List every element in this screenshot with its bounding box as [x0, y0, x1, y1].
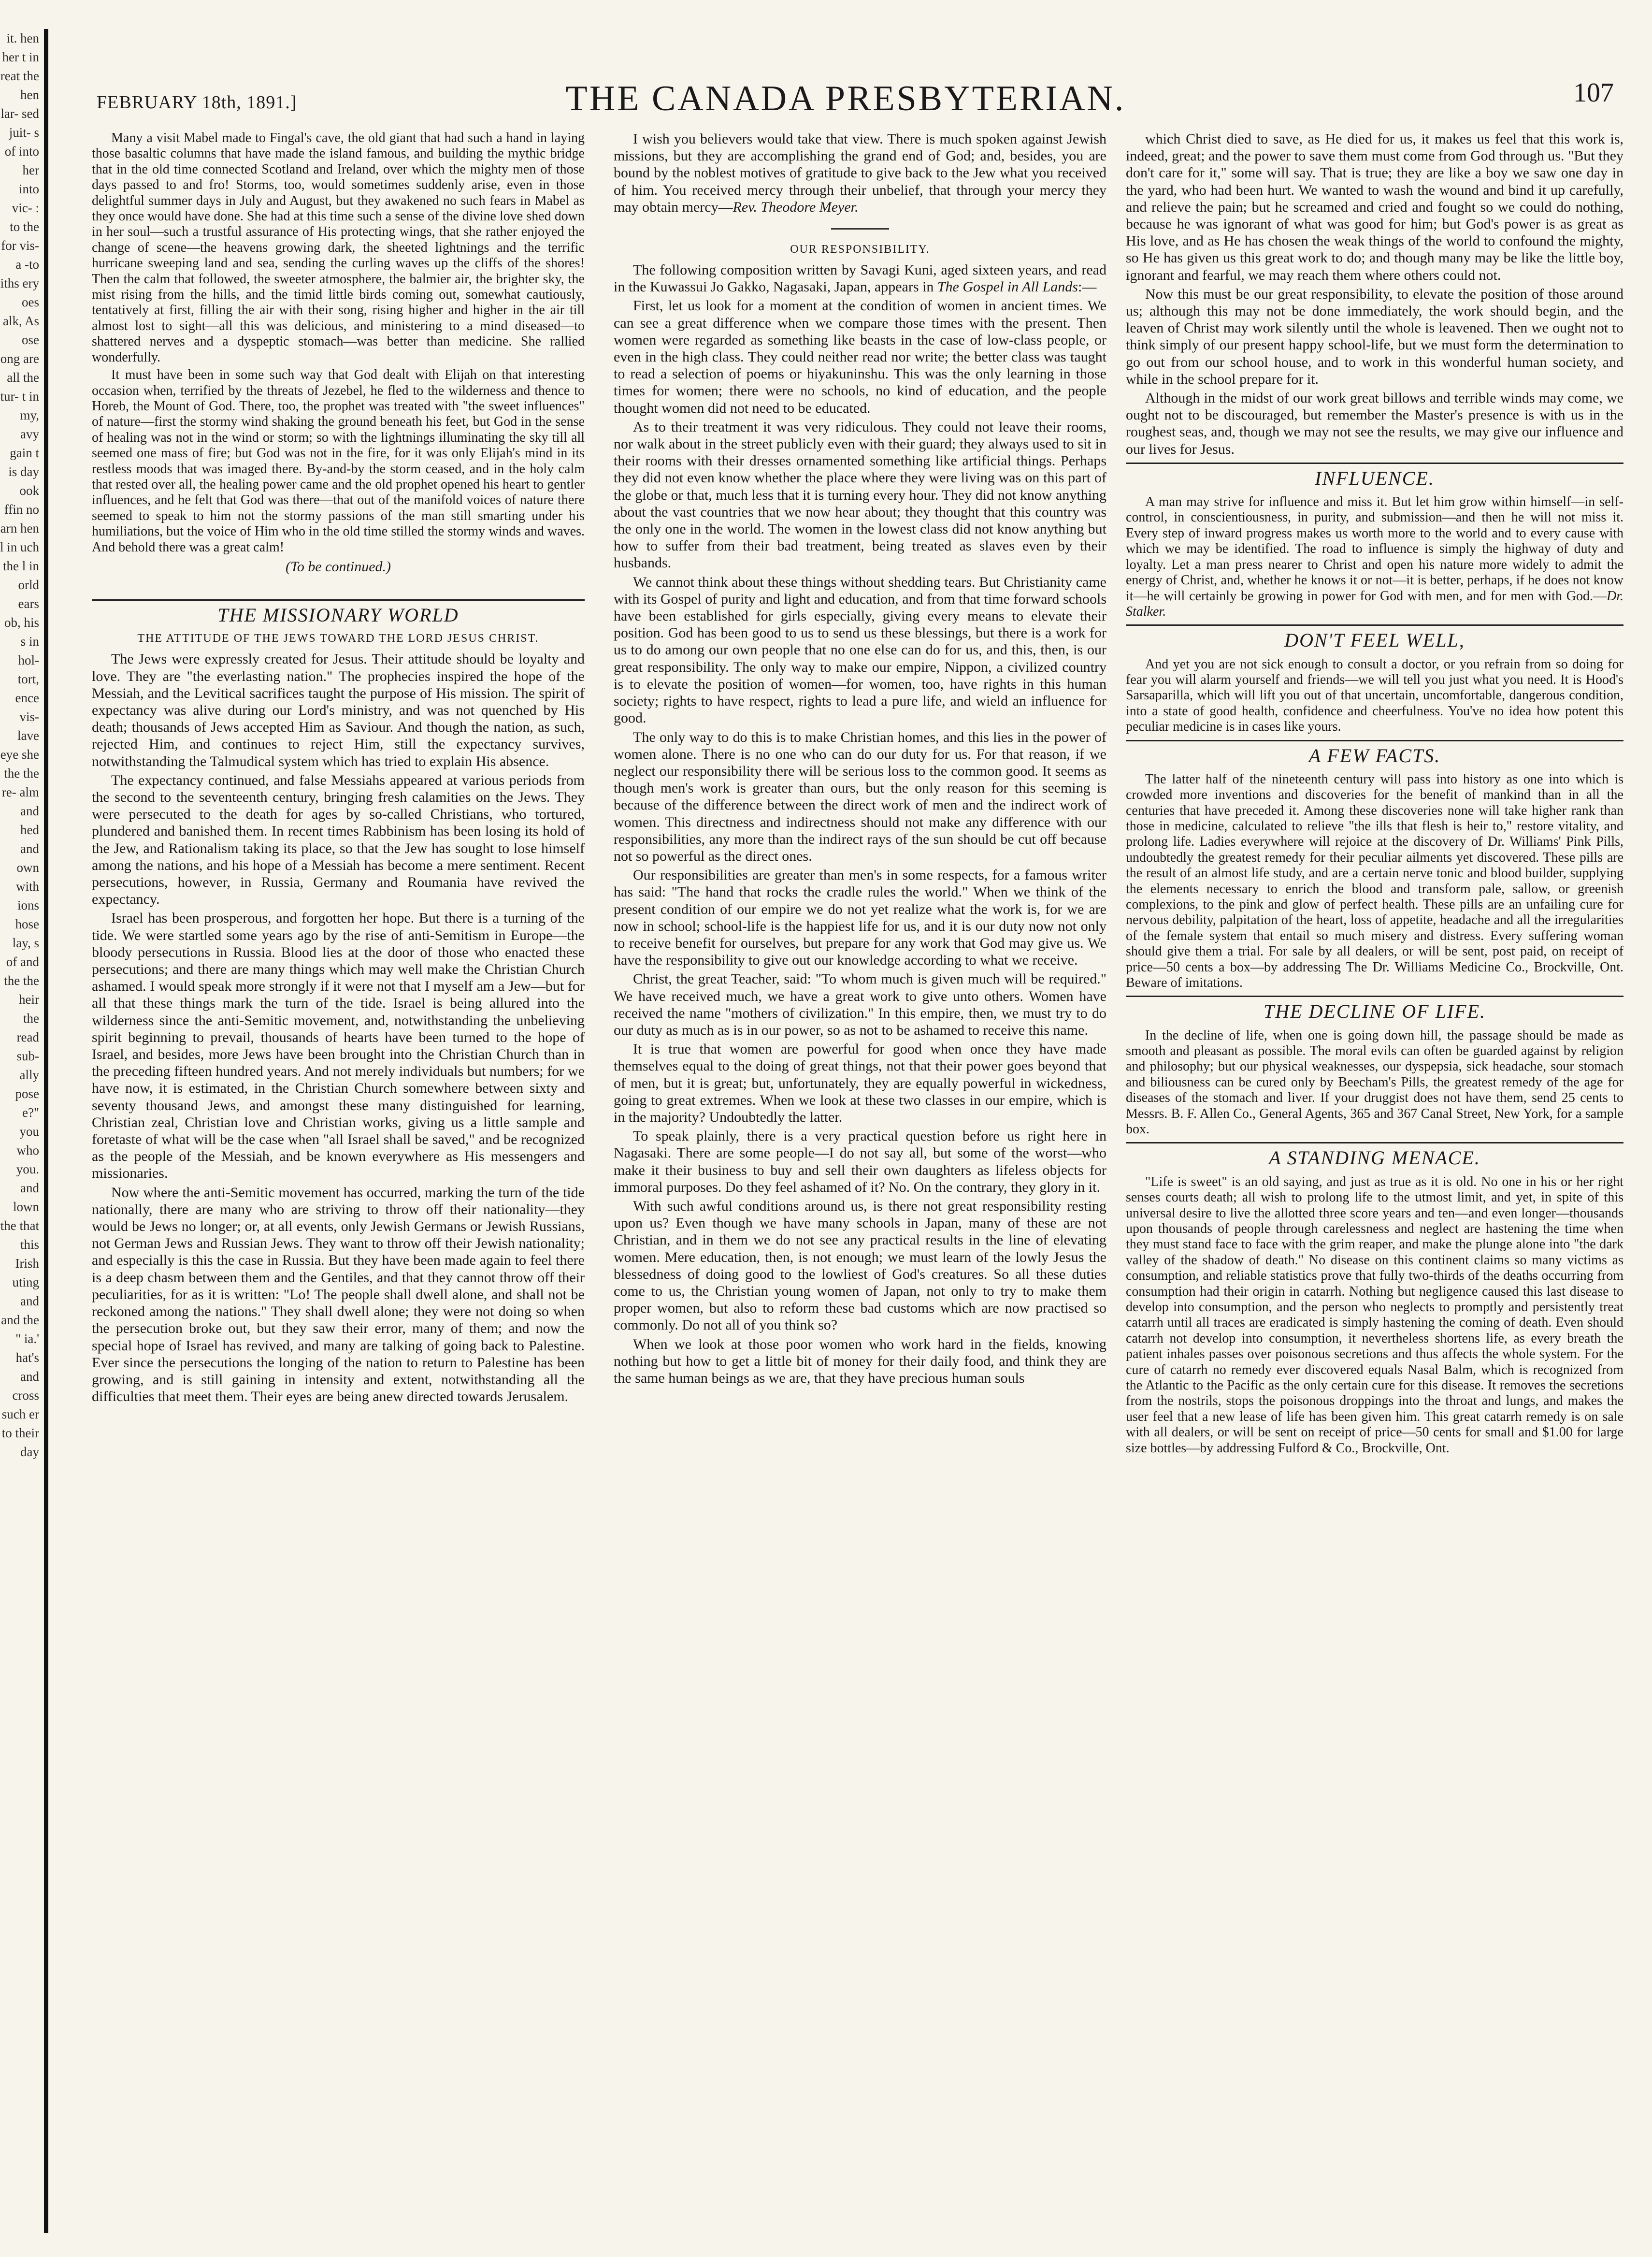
column-1 [92, 130, 585, 1407]
article-paragraph: Although in the midst of our work great billows and terrible winds may come, we ought not to be discouraged, but remember the Master's presence is with us in the roughest seas, and, though we may not see the results, we may give our influence and our lives for Jesus. [1126, 390, 1623, 457]
article-paragraph: To speak plainly, there is a very practical question before us right here in Nagasaki. There are some people—I do not say all, but some of the worst—who make it their business to buy and sell their own daughters as lifeless objects for immoral purposes. Do they feel ashamed of it? No. On the contrary, they glory in it. [614, 1128, 1106, 1195]
article-paragraph: The expectancy continued, and false Messiahs appeared at various periods from the second to the seventeenth century, bringing fresh calamities on the Jews. They were persecuted to the death for ages by so-called Christians, who tortured, plundered and banished them. In recent times Rabbinism has been losing its hold of the Jew, and Rationalism taking its place, so that the Jew has sought to lose himself among the nations, and his hope of a Messiah has become a mere sentiment. Recent persecutions, however, in Russia, Germany and Roumania have revived the expectancy. [92, 772, 585, 908]
article-paragraph: which Christ died to save, as He died for us, it makes us feel that this work is, indeed, great; and the power to save them must come from God through us. "But they don't care for it," some will say. That is true; they are like a boy we saw one day in the yard, who had been hurt. We wanted to wash the wound and bind it up carefully, and relieve the pain; but he screamed and cried and fought so we could do nothing, because he was ignorant of what was good for him; but God's power is as great as His love, and as He has chosen the weak things of the world to confound the mighty, so He has given us this great work to do; and though many may be like the little boy, ignorant and fearful, we may reach them where others could not. [1126, 131, 1623, 283]
article-paragraph: We cannot think about these things without shedding tears. But Christianity came with its Gospel of purity and light and education, and from that time forward schools have been established for girls especially, giving every means to elevate their position. God has been good to us to send us these blessings, but there is a work for us to do among our own people that no one else can do for us, and this, then, is our great responsibility. The only way to make our empire, Nippon, a civilized country is to elevate the position of women—for women, too, have rights in this human society; rights to have respect, rights to lead a pure life, and wield an influence for good. [614, 574, 1106, 726]
issue-date: FEBRUARY 18th, 1891.] [97, 92, 297, 113]
page-header [58, 19, 1633, 130]
divider [831, 228, 889, 230]
column-2 [614, 130, 1106, 1389]
heading-decline-of-life: THE DECLINE OF LIFE. [1126, 996, 1623, 1020]
story-paragraph: Many a visit Mabel made to Fingal's cave, the old giant that had such a hand in laying those basaltic columns that have made the island famous, and building the mythic bridge that in the old time connected Scotland and Ireland, over which the mighty men of those days passed to and fro! Storms, too, would sometimes suddenly arise, even in those delightful summer days in July and August, but they awakened no such fears in Mabel as they once would have done. She had at this time such a sense of the divine love shed down in her soul—such a trustful assurance of His protecting wings, that she rather enjoyed the change of scene—the heavens growing dark, the sheeted lightnings and the terrific hurricane sweeping land and sea, sending the curling waves up the cliffs of the shores! Then the calm that followed, the sweeter atmosphere, the balmier air, the brighter sky, the mist rising from the hills, and the timid little birds coming out, somewhat cautiously, tentatively at first, filling the air with their song, rising higher and higher in the air till almost lost to sight—all this was delicious, and ministering to a mind diseased—to shattered nerves and a dyspeptic stomach—was better than medicine. She rallied wonderfully. [92, 130, 585, 365]
article-heading-our-responsibility: OUR RESPONSIBILITY. [790, 243, 930, 256]
article-paragraph: The Jews were expressly created for Jesus. Their attitude should be loyalty and love. They are "the everlasting nation." The prophecies inspired the hope of the Messiah, and the Levitical sacrifices taught the purpose of His mission. The spirit of expectancy was alive during our Lord's ministry, and was not quenched by His death; thousands of Jews accepted Him as Saviour. And though the nation, as such, rejected Him, and continues to reject Him, still the expectancy survives, notwithstanding the Talmudical system which has tried to explain His absence. [92, 651, 585, 769]
heading-standing-menace: A STANDING MENACE. [1126, 1142, 1623, 1166]
article-text: A man may strive for influence and miss it. But let him grow within himself—in self-control, in conscientiousness, in purity, and submission—and then he will not miss it. Every step of inward progress makes us worth more to the world and to every cause with which we may be identified. The road to influence is simply the highway of duty and loyalty. Let a man press nearer to Christ and open his nature more widely to admit the energy of Christ, and, whether he knows it or not—it is better, perhaps, if he does not know it—he will certainly be growing in power for God with men, and for men with God.— [1126, 494, 1623, 604]
article-paragraph: As to their treatment it was very ridiculous. They could not leave their rooms, nor walk about in the street publicly even with their guard; they always used to sit in their rooms with their dresses ornamented something like artificial things. Perhaps they did not even know whether the place where they were living was on this part of the globe or that, much less that it is turning every hour. They did not know anything about the vast countries that we now hear about; they thought that this country was the only one in the world. The women in the lowest class did not know anything but how to suffer from their bad treatment, being treated as slaves even by their husbands. [614, 419, 1106, 571]
heading-dont-feel-well: DON'T FEEL WELL, [1126, 624, 1623, 649]
section-heading-missionary-world: THE MISSIONARY WORLD [92, 599, 585, 623]
article-paragraph: The only way to do this is to make Christian homes, and this lies in the power of women alone. There is no one who can do our duty for us. For that reason, if we neglect our responsibility there will be serious loss to the common good. It seems as though men's work is greater than ours, but the only reason for this seeming is because of the difference between the direct work of men and the indirect work of women. This directness and indirectness should not make any difference with our responsibilities, any more than the indirect rays of the sun should be cut off because not so powerful as the direct ones. [614, 729, 1106, 864]
heading-influence: INFLUENCE. [1126, 463, 1623, 487]
article-byline: Rev. Theodore Meyer. [733, 199, 859, 215]
heading-a-few-facts: A FEW FACTS. [1126, 740, 1623, 764]
intro-text-end: :— [1077, 279, 1097, 295]
article-paragraph [1126, 494, 1623, 620]
article-paragraph: When we look at those poor women who work hard in the fields, knowing nothing but how to get a little bit of money for their daily food, and think they are the same human beings as we are, that they have precious human souls [614, 1336, 1106, 1387]
column-3 [1126, 130, 1623, 1458]
continued-note: (To be continued.) [285, 558, 391, 575]
adjacent-page-margin-text: it. hen her t in reat the hen lar- sed juit- s of into her into vic- : to the for vis- a -to iths ery oes alk, As ose ong are all the tur- t in my, avy gain t is day ook ffin no arn hen l in uch the l in orld ears ob, his s in hol- tort, ence vis- lave eye she the the re- alm and hed and own with ions hose lay, s of and the the heir the read sub- ally pose e?" you who you. and lown the that this Irish uting and and the " ia.' hat's and cross such er to their day [0, 29, 48, 2233]
article-paragraph: Our responsibilities are greater than men's in some respects, for a famous writer has said: "The hand that rocks the cradle rules the world." When we think of the present condition of our empire we do not yet realize what the work is, for we are now in school; school-life is the happiest life for us, and it is our duty now not only to receive benefit for ourselves, but prepare for any work that God may give us. We have the responsibility to give out our knowledge according to what we receive. [614, 867, 1106, 969]
mabel-story [92, 130, 585, 555]
article-intro [614, 261, 1106, 295]
article-paragraph: First, let us look for a moment at the condition of women in ancient times. We can see a great difference when we compare those times with the present. Then women were regarded as something like beasts in the case of low-class people, or even in the high class. They could neither read nor write; the better class was taught to read a selection of poems or hiyakuninshu. This was the only learning in those times for women; there were no schools, no kind of education, and the people thought women did not need to be educated. [614, 298, 1106, 416]
article-subheading-jews: THE ATTITUDE OF THE JEWS TOWARD THE LORD JESUS CHRIST. [137, 632, 539, 645]
advertisement-text: The latter half of the nineteenth century will pass into history as one into which is crowded more inventions and discoveries for the benefit of mankind than in all the centuries that have preceded it. Among these discoveries none will take higher rank than those in medicine, calculated to relieve "the ills that flesh is heir to," restore vitality, and prolong life. Ladies everywhere will rejoice at the discovery of Dr. Williams' Pink Pills, undoubtedly the greatest remedy for their peculiar ailments yet discovered. These pills are the result of an almost life study, and are a certain nerve tonic and blood builder, supplying the elements necessary to enrich the blood and transform pale, sallow, or greenish complexions, to the pink and glow of perfect health. These pills are an unfailing cure for nervous debility, palpitation of the heart, loss of appetite, headache and all the irregularities of the female system that entail so much misery and distress. Every suffering woman should give them a trial. For sale by all dealers, or will be sent, post paid, on receipt of price—50 cents a box—by addressing The Dr. Williams Medicine Co., Brockville, Ont. Beware of imitations. [1126, 771, 1623, 991]
article-paragraph: With such awful conditions around us, is there not great responsibility resting upon us? Even though we have many schools in Japan, many of these are not Christian, and in them we do not see any practical results in the line of elevating women. Mere education, then, is not enough; we must learn of the lowly Jesus the blessedness of doing good to the lowliest of God's creatures. So all these duties come to us, the Christian young women of Japan, not only to try to make them proper women, but also to reform these bad customs which are now practised so commonly. Do not all of you think so? [614, 1198, 1106, 1333]
advertisement-text: In the decline of life, when one is going down hill, the passage should be made as smooth and pleasant as possible. The moral evils can often be guarded against by religion and philosophy; but our physical weaknesses, our dyspepsia, sick headache, sour stomach and biliousness can be cured only by Beecham's Pills, the greatest remedy of the age for diseases of the stomach and liver. If your druggist does not have them, send 25 cents to Messrs. B. F. Allen Co., General Agents, 365 and 367 Canal Street, New York, for a sample box. [1126, 1027, 1623, 1137]
article-paragraph: Now this must be our great responsibility, to elevate the position of those around us; although this may not be done immediately, the work should begin, and the leaven of Christ may work silently until the whole is leavened. Then we ought not to think simply of our present happy school-life, but we must form the determination to go out from our school house, and to work in this wonderful human society, and while in the school prepare for it. [1126, 286, 1623, 387]
newspaper-title: THE CANADA PRESBYTERIAN. [565, 79, 1126, 118]
article-paragraph: It is true that women are powerful for good when once they have made themselves equal to the doing of great things, not that their power goes beyond that of men, but it is great; but, unfortunately, they are equally powerful in wickedness, going to great extremes. When we look at these two classes in our empire, which is in the majority? Undoubtedly the latter. [614, 1041, 1106, 1125]
article-paragraph: Israel has been prosperous, and forgotten her hope. But there is a turning of the tide. We were startled some years ago by the rise of anti-Semitism in Europe—the bloody persecutions in Russia. Blood lies at the door of those who enacted these persecutions; and there are many things which may well make the Christian Church ashamed. I would speak more strongly if it were not that I myself am a Jew—but for all that these things mark the turn of the tide. Israel is being allured into the wilderness since the anti-Semitic movement, and, notwithstanding the unbelieving spirit beginning to prevail, thousands of hearts have been turned to the hope of Israel, and besides, more Jews have been brought into the Christian Church than in the preceding fifteen hundred years. And not merely individuals but numbers; for we have now, it is estimated, in the Christian Church somewhere between sixty and seventy thousand Jews, and amongst these many distinguished for learning, Christian zeal, Christian love and Christian works, giving us a little sample and foretaste of what will be the case when "all Israel shall be saved," and be recognized as the people of the Messiah, and be known everywhere as His messengers and missionaries. [92, 910, 585, 1182]
story-paragraph: It must have been in some such way that God dealt with Elijah on that interesting occasion when, terrified by the threats of Jezebel, he fled to the wilderness and thence to Horeb, the Mount of God. There, too, the prophet was treated with "the sweet influences" of nature—first the stormy wind shaking the ground beneath his feet, but God in the sense of healing was not in the wind or storm; so with the lightnings illuminating the sky till all seemed one mass of fire; but God was not in the fire, for it was only Elijah's mind in its restless moods that was imaged there. By-and-by the storm ceased, and in the holy calm that rested over all, the healing power came and the old prophet opened his heart to gentler influences, and he felt that God was there—that out of the manifold voices of nature there seemed to speak to him not the stormy passions of the man still smarting under his humiliations, but the voice of Him who in the old time stilled the stormy winds and waves. And behold there was a great calm! [92, 367, 585, 555]
article-paragraph [614, 130, 1106, 216]
intro-text: The following composition written by Savagi Kuni, aged sixteen years, and read in the Kuwassui Jo Gakko, Nagasaki, Japan, appears in [614, 262, 1106, 295]
intro-source: The Gospel in All Lands [937, 279, 1078, 295]
page-number: 107 [1573, 78, 1614, 108]
article-byline: Dr. Stalker. [1126, 588, 1623, 619]
article-paragraph: Now where the anti-Semitic movement has occurred, marking the turn of the tide nationally, there are many who are striving to throw off their nationality—they would be Jews no longer; or, at all events, only Jewish Germans or Jewish Russians, not German Jews and Russian Jews. They want to throw off their Jewish nationality; and especially is this the case in Russia. But they have been made again to feel there is a deep chasm between them and the Gentiles, and that they cannot throw off their peculiarities, for as it is written: "Lo! The people shall dwell alone, and shall not be reckoned among the nations." They shall dwell alone; they were not doing so when the persecution broke out, but they saw their error, many of them; and now the special hope of Israel has revived, and many are talking of going back to Palestine. Ever since the persecutions the longing of the nation to return to Palestine has been growing, and is still gaining in intensity and extent, notwithstanding all the difficulties that meet them. Their eyes are being anew directed towards Jerusalem. [92, 1184, 585, 1405]
article-paragraph: Christ, the great Teacher, said: "To whom much is given much will be required." We have received much, we have a great work to give unto others. Women have received the name "mothers of civilization." In this empire, then, we must try to do our duty as much as is in our power, so as not to be ashamed to receive this name. [614, 971, 1106, 1038]
advertisement-text: "Life is sweet" is an old saying, and just as true as it is old. No one in his or her right senses courts death; all wish to prolong life to the utmost limit, and yet, in spite of this universal desire to live the allotted three score years and ten—and even longer—thousands upon thousands of people through carelessness and neglect are hastening the time when they must stand face to face with the grim reaper, and make the plunge alone into "the dark valley of the shadow of death." No disease on this continent claims so many victims as consumption, and reliable statistics prove that fully two-thirds of the deaths occurring from consumption had their origin in catarrh. Nothing but negligence caused this last disease to develop into consumption, and the person who neglects to promptly and persistently treat catarrh until all traces are eradicated is simply hastening the coming of death. Even should catarrh not develop into consumption, it nevertheless shortens life, as every breath the patient inhales passes over poisonous secretions and thus affects the whole system. For the cure of catarrh no remedy ever discovered equals Nasal Balm, which is recognized from the Atlantic to the Pacific as the only certain cure for this disease. It removes the secretions from the nostrils, stops the poisonous droppings into the throat and lungs, and makes the user feel that a new lease of life has been given him. This great catarrh remedy is on sale with all dealers, or will be sent on receipt of price—50 cents for small and $1.00 for large size bottles—by addressing Fulford & Co., Brockville, Ont. [1126, 1174, 1623, 1456]
article-text: I wish you believers would take that view. There is much spoken against Jewish missions, but they are accomplishing the grand end of God; and, besides, you are bound by the noblest motives of gratitude to give back to the Jew what you received of him. You received mercy through their unbelief, that through your mercy they may obtain mercy— [614, 131, 1106, 215]
advertisement-text: And yet you are not sick enough to consult a doctor, or you refrain from so doing for fear you will alarm yourself and friends—we will tell you just what you need. It is Hood's Sarsaparilla, which will lift you out of that uncertain, uncomfortable, dangerous condition, into a state of good health, confidence and cheerfulness. You've no idea how potent this peculiar medicine is in cases like yours. [1126, 656, 1623, 735]
